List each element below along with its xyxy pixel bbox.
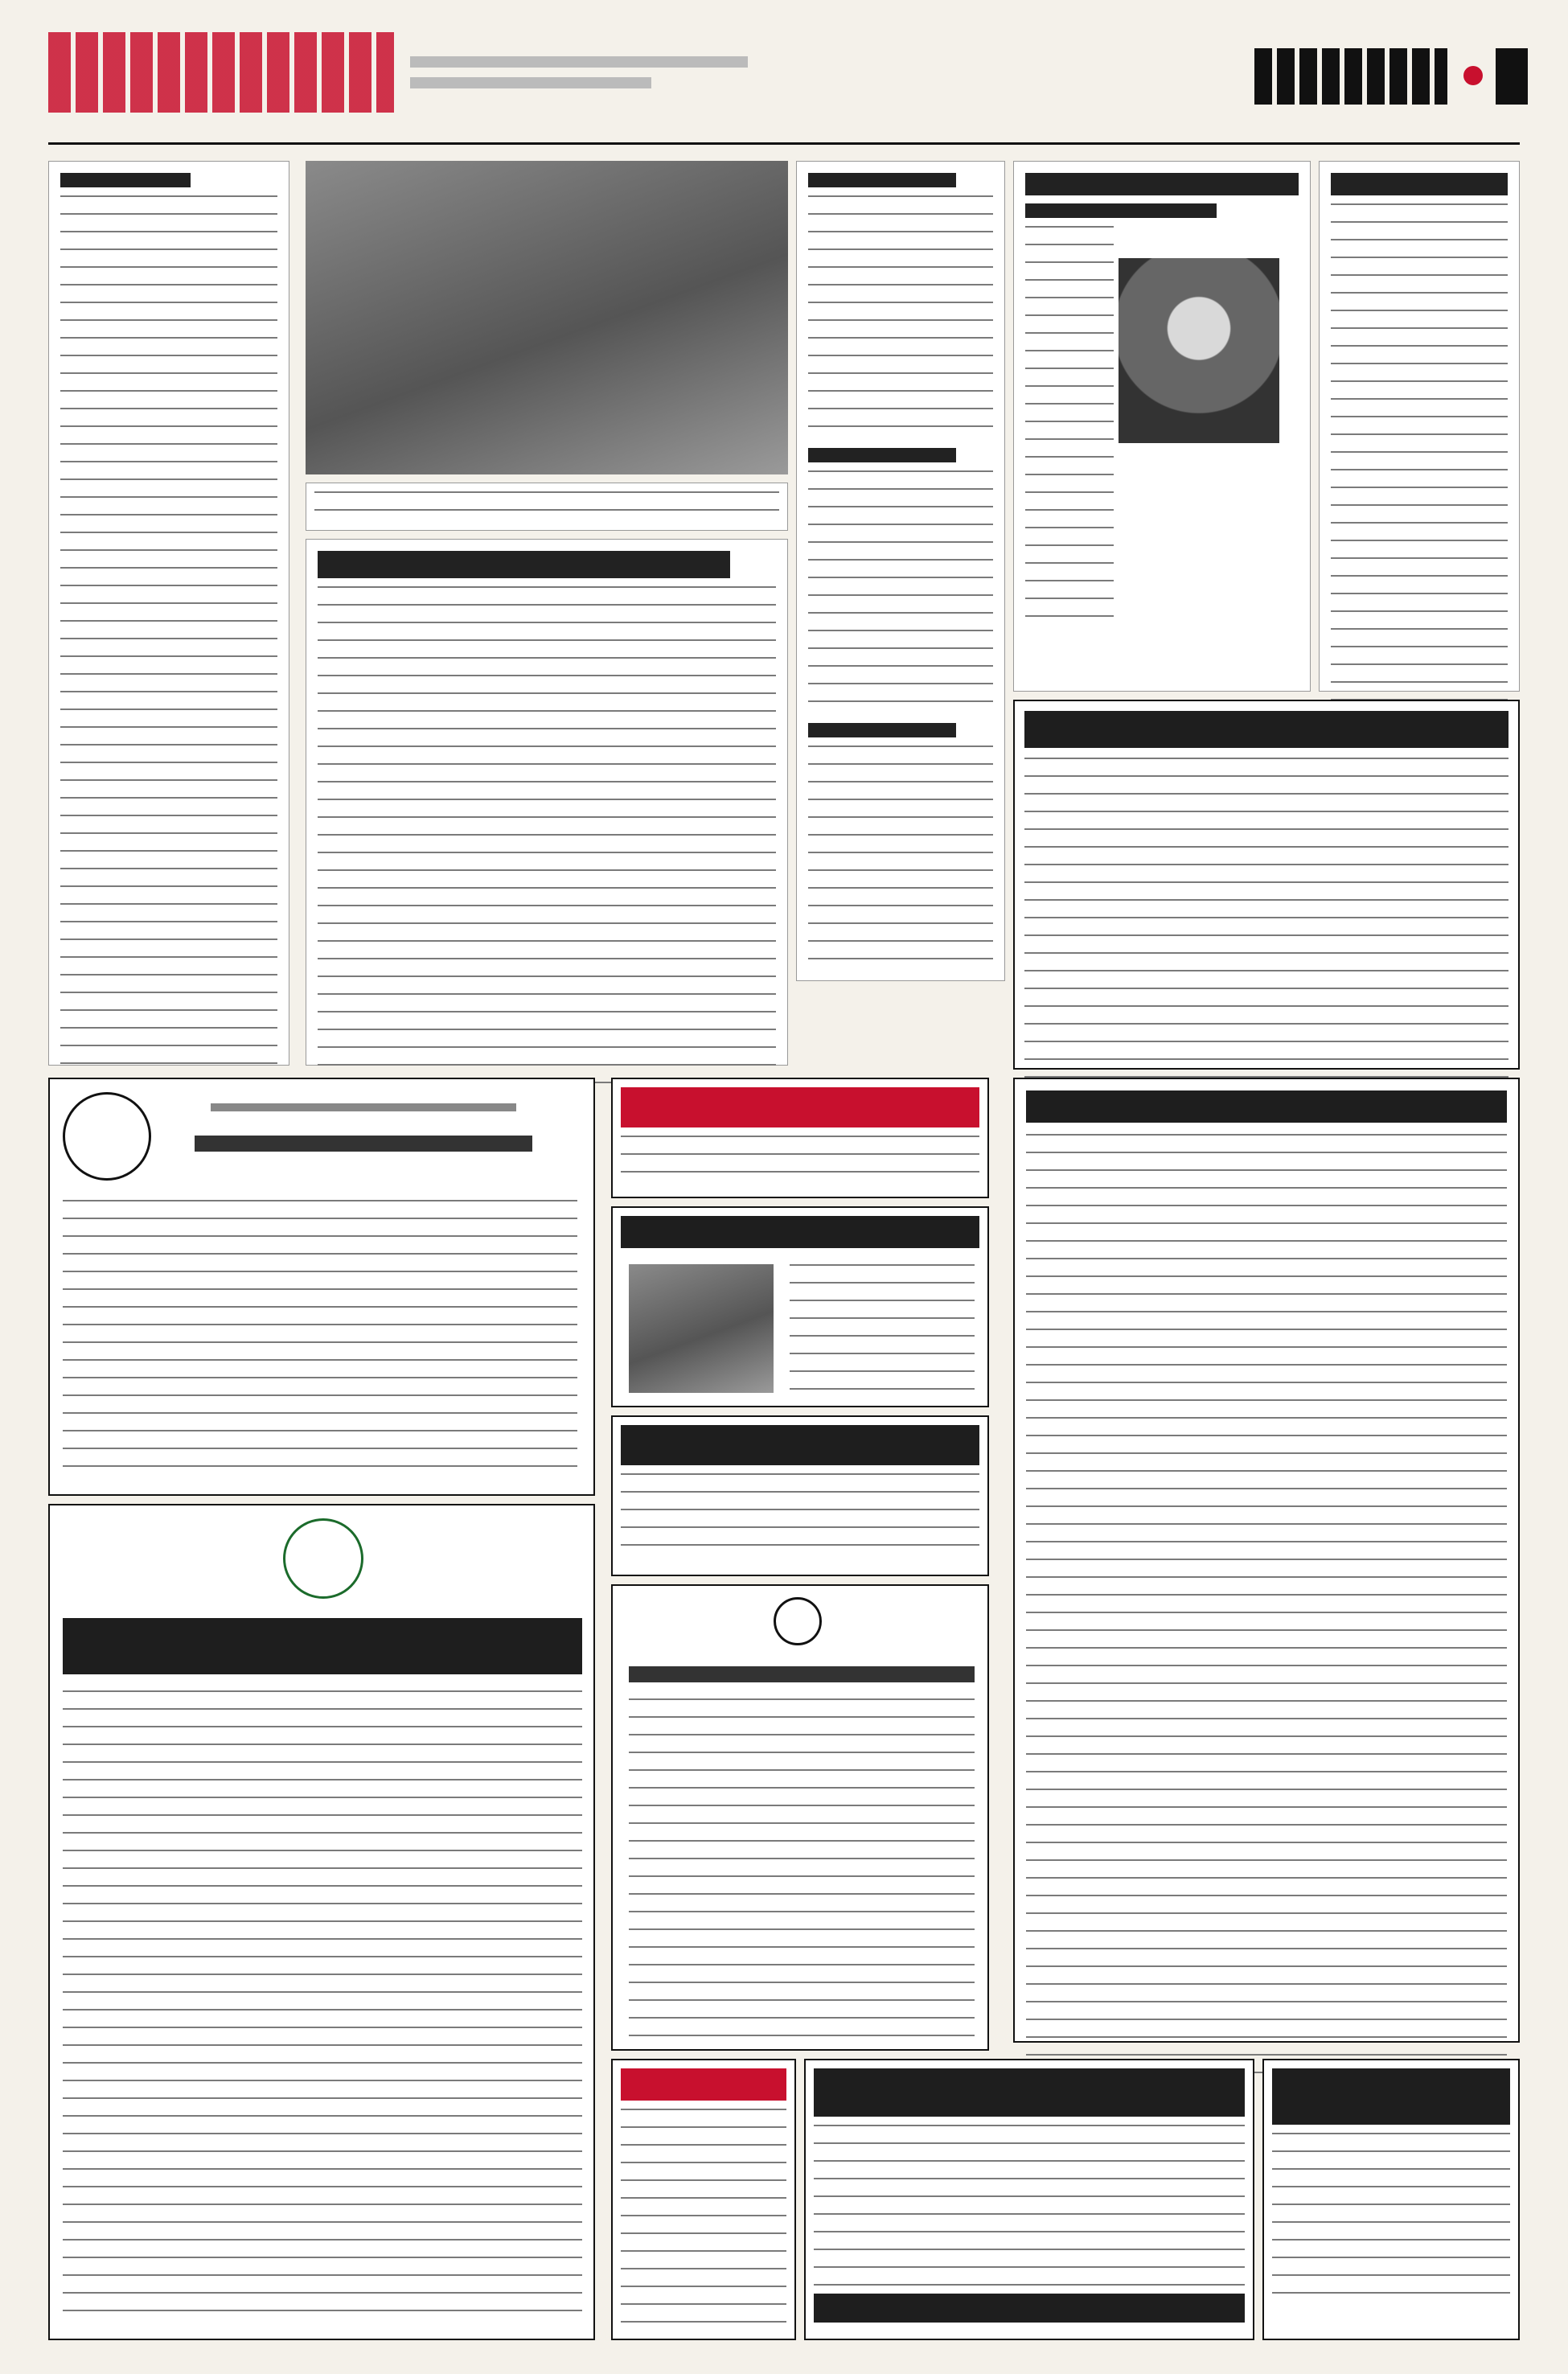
- side-headline-c: [808, 723, 956, 737]
- legal-notice: [1013, 700, 1520, 1070]
- tender-title-band: [1026, 1090, 1507, 1123]
- portrait-photo: [1119, 258, 1279, 443]
- truck-story: [1319, 161, 1520, 692]
- university-seal: [63, 1092, 151, 1181]
- ministry-title-band: [63, 1618, 582, 1674]
- truck-headline: [1331, 173, 1508, 195]
- photo-caption: [306, 483, 788, 531]
- section-label: [60, 173, 191, 187]
- page-dot: [1463, 66, 1483, 85]
- tender-notice: [1013, 1078, 1520, 2043]
- police-story: [1013, 161, 1311, 692]
- government-seal: [283, 1518, 363, 1599]
- masthead-logo: [48, 32, 394, 113]
- lead-headline: [318, 551, 730, 578]
- video-ad: [611, 1415, 989, 1576]
- offer-ad: [611, 1078, 989, 1198]
- tender-body: [1026, 1134, 1507, 2073]
- smart-tv-ad: [611, 1206, 989, 1407]
- ministry-notice: [48, 1504, 595, 2340]
- notice-title-band: [1024, 711, 1508, 748]
- marketing-ad: [48, 1078, 595, 1496]
- lead-story: [306, 539, 788, 1066]
- bank-notice: [611, 1584, 989, 2051]
- tv-image: [629, 1264, 774, 1393]
- lead-body: [318, 586, 776, 1089]
- police-headline: [1025, 173, 1299, 195]
- bank-logo: [774, 1597, 822, 1645]
- side-headline-b: [808, 448, 956, 462]
- notice-body: [1024, 758, 1508, 1105]
- hsc-ad: [1262, 2059, 1520, 2340]
- news-briefs: [60, 195, 277, 1076]
- side-headline-a: [808, 173, 956, 187]
- left-news-column: [48, 161, 289, 1066]
- page-number: [1496, 48, 1528, 105]
- masthead: [48, 24, 1520, 145]
- police-subhead: [1025, 203, 1217, 218]
- dateline: [410, 56, 748, 68]
- dateline-secondary: [410, 77, 651, 88]
- lead-photo: [306, 161, 788, 474]
- side-stories: [796, 161, 1005, 981]
- section-name: [1254, 48, 1447, 105]
- foundation-ad: [804, 2059, 1254, 2340]
- classified-ad: [611, 2059, 796, 2340]
